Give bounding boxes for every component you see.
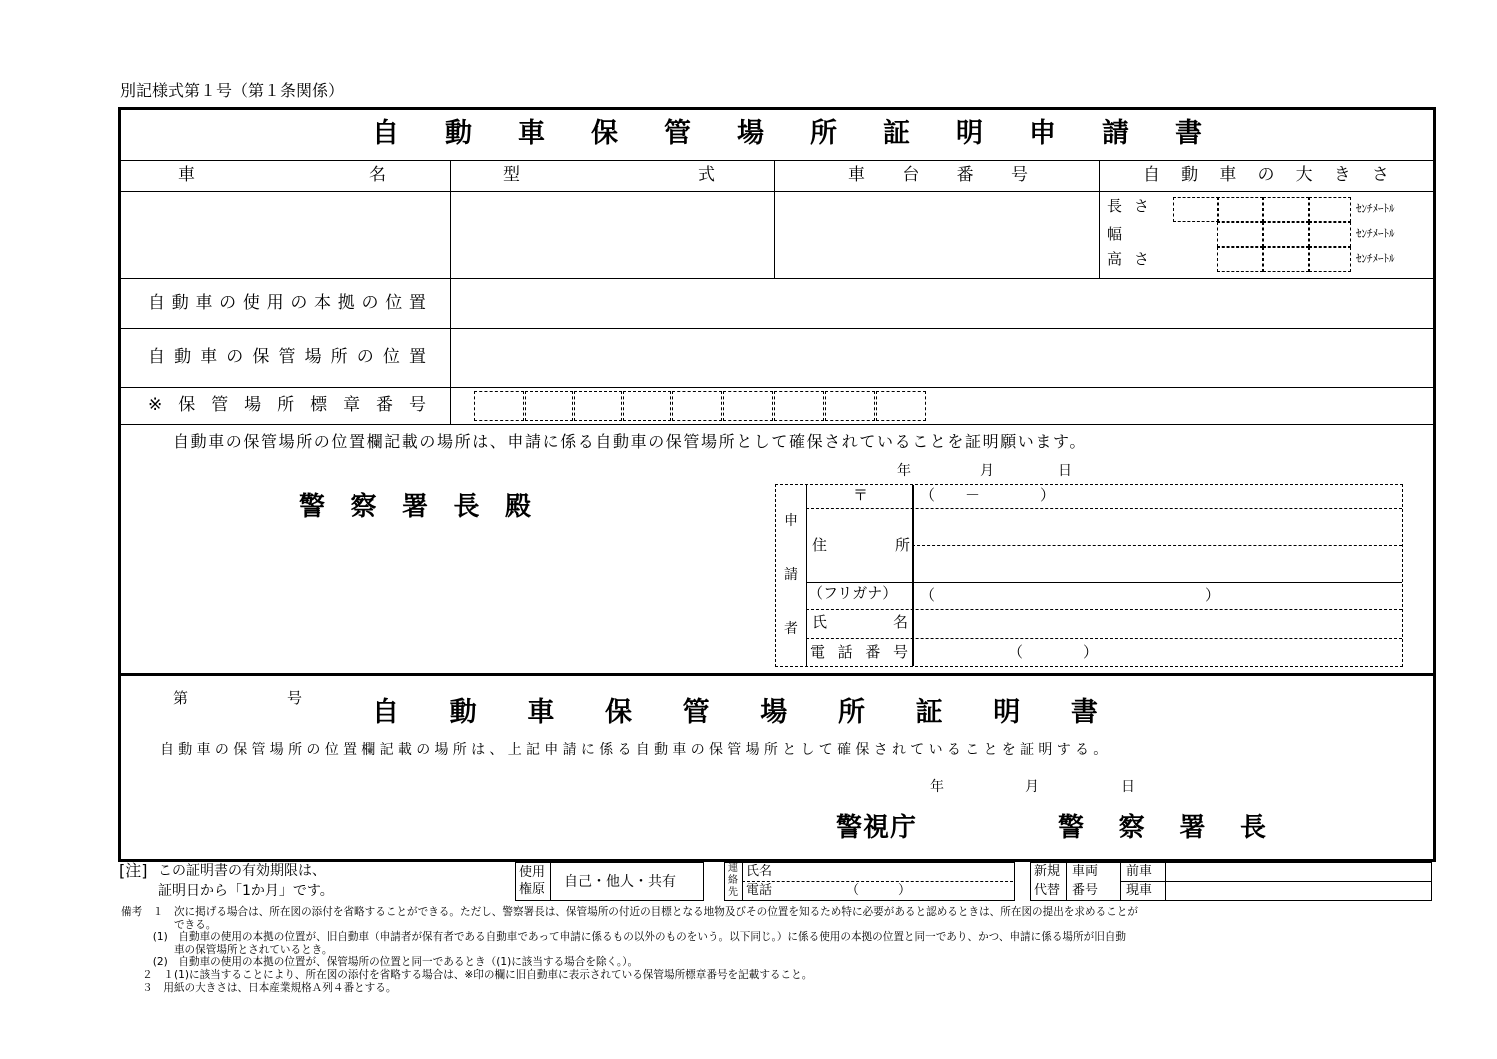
storage-location-label-char: の [226, 347, 244, 367]
addressee-char: 署 [401, 492, 428, 522]
phone-label-char: 番 [865, 643, 881, 661]
sticker-digit-box[interactable] [876, 391, 926, 421]
request-text: 自動車の保管場所の位置欄記載の場所は、申請に係る自動車の保管場所として確保されていることを証明願います。 [173, 432, 1087, 451]
sticker-digit-box[interactable] [723, 391, 773, 421]
header-vehicle-size-char: き [1333, 165, 1351, 185]
vehicle-number-label: 番号 [1072, 883, 1099, 898]
width-unit: ｾﾝﾁﾒｰﾄﾙ [1356, 227, 1395, 240]
base-location-label [148, 295, 426, 312]
divider [550, 862, 551, 900]
base-location-label-char: 動 [171, 293, 189, 313]
certificate-date-day: 日 [1121, 779, 1135, 795]
header-vehicle-size-char: 車 [1219, 165, 1237, 185]
certificate-title-char: 場 [760, 697, 788, 728]
address-field[interactable] [914, 510, 1400, 581]
base-location-label-char: の [290, 293, 308, 313]
divider [742, 881, 1013, 882]
application-title-char: 場 [737, 118, 764, 149]
sticker-number-label-char: 章 [343, 395, 361, 415]
issuer-title-char: 察 [1118, 813, 1145, 843]
base-location-label-char: 用 [266, 293, 284, 313]
usage-right-options[interactable]: 自己・他人・共有 [564, 874, 676, 890]
width-digit-box[interactable] [1309, 222, 1351, 247]
sticker-number-label-char: 番 [376, 395, 394, 415]
storage-location-label-char: 場 [304, 347, 322, 367]
base-location-label-char: 拠 [337, 293, 355, 313]
certificate-title-char: 動 [449, 697, 477, 728]
size-width-label: 幅 [1107, 225, 1123, 243]
certificate-title-char: 証 [915, 697, 943, 728]
storage-location-field[interactable] [452, 330, 1430, 386]
height-unit: ｾﾝﾁﾒｰﾄﾙ [1356, 252, 1395, 265]
application-title-char: 書 [1175, 118, 1202, 149]
header-vehicle-size-char: の [1257, 165, 1275, 185]
height-digit-box[interactable] [1263, 247, 1309, 272]
base-location-label-char: 置 [408, 293, 426, 313]
issuer-title-char: 署 [1179, 813, 1206, 843]
application-date-field[interactable] [830, 460, 1090, 480]
certificate-title-char: 車 [527, 697, 555, 728]
divider [121, 160, 1433, 161]
sticker-digit-box[interactable] [672, 391, 722, 421]
certificate-number-prefix: 第 [173, 689, 189, 707]
issuer-title-char: 警 [1058, 813, 1085, 843]
size-height-label: 高さ [1107, 250, 1162, 268]
header-vehicle-size-char: 自 [1143, 165, 1160, 185]
certificate-title [372, 699, 1098, 726]
remark-line: (1) 自動車の使用の本拠の位置が、旧自動車（申請者が保有者である自動車であって申請に係るもの以外のものをいう。以下同じ。）に係る使用の本拠の位置と同一であり、かつ、申請に係る場所が旧自動 [121, 931, 1126, 944]
phone-label [810, 645, 908, 660]
header-chassis-number-char: 番 [956, 165, 974, 185]
sticker-digit-box[interactable] [623, 391, 671, 421]
applicant-side-label: 者 [784, 621, 798, 637]
divider [806, 508, 1402, 509]
divider [774, 160, 775, 278]
remark-line: 備考 １ 次に掲げる場合は、所在図の添付を省略することができる。ただし、警察署長は、保管場所の付近の目標となる地物及びその位置を知るため特に必要があると認めるときは、所在図の提出を求めることが [121, 906, 1138, 918]
furigana-field[interactable]: （ ） [920, 586, 1221, 604]
addressee [299, 494, 531, 520]
application-title-char: 請 [1102, 118, 1129, 149]
certificate-date-month: 月 [1025, 779, 1039, 795]
header-chassis-number-char: 号 [1010, 165, 1028, 185]
base-location-label-char: 本 [314, 293, 332, 313]
storage-location-label-char: 自 [148, 347, 165, 367]
sticker-number-label-char: 所 [277, 395, 295, 415]
phone-label-char: 号 [892, 643, 908, 661]
address-label-char: 住 [812, 536, 828, 554]
application-title-char: 自 [372, 118, 399, 149]
current-car-label: 現車 [1126, 883, 1153, 898]
sticker-number-label [148, 397, 426, 414]
sticker-digit-box[interactable] [825, 391, 875, 421]
certificate-title-char: 管 [682, 697, 710, 728]
remark-line: ２ １(1)に該当することにより、所在図の添付を省略する場合は、※印の欄に旧自動車に表示されている保管場所標章番号を記載すること。 [121, 968, 813, 981]
header-chassis-number [848, 167, 1028, 184]
application-title-char: 動 [445, 118, 472, 149]
divider [121, 328, 1433, 329]
certificate-date-year: 年 [930, 779, 944, 795]
application-date-day: 日 [1058, 463, 1072, 479]
form-number: 別記様式第１号（第１条関係） [120, 81, 345, 100]
remark-line: (2) 自動車の使用の本拠の位置が、保管場所の位置と同一であるとき（(1)に該当する場合を除く。）。 [121, 956, 639, 969]
phone-label-char: 話 [837, 643, 853, 661]
name-label [812, 615, 908, 630]
header-chassis-number-char: 台 [902, 165, 920, 185]
application-title-char: 車 [518, 118, 545, 149]
phone-field[interactable]: （ ） [1008, 643, 1099, 661]
base-location-label-char: 自 [148, 293, 165, 313]
addressee-char: 殿 [504, 492, 531, 522]
length-unit: ｾﾝﾁﾒｰﾄﾙ [1356, 202, 1395, 215]
note-line: 証明日から「1か月」です。 [158, 883, 334, 899]
base-location-label-char: 車 [195, 293, 213, 313]
applicant-side-label: 申 [784, 513, 798, 529]
certificate-title-char: 書 [1070, 697, 1098, 728]
header-model: 型 式 [503, 165, 715, 185]
contact-name-label: 氏名 [746, 864, 773, 879]
previous-car-label: 前車 [1126, 864, 1153, 879]
address-label [812, 538, 910, 553]
contact-phone-label: 電話 [746, 883, 773, 898]
height-digit-box[interactable] [1309, 247, 1351, 272]
width-digit-box[interactable] [1217, 222, 1263, 247]
name-label-char: 名 [892, 613, 908, 631]
furigana-label: （フリガナ） [808, 584, 898, 602]
sticker-number-label-char: 標 [310, 395, 328, 415]
section-divider [118, 673, 1436, 676]
divider [1120, 881, 1431, 882]
base-location-label-char: 位 [385, 293, 403, 313]
divider [806, 609, 1402, 610]
note-mark: [注] [119, 861, 148, 880]
type-label: 新規 [1034, 864, 1061, 879]
application-date-month: 月 [980, 463, 994, 479]
storage-location-label-char: 動 [174, 347, 192, 367]
issuer-agency: 警視庁 [836, 813, 918, 843]
certificate-title-char: 明 [993, 697, 1021, 728]
length-digit-box[interactable] [1309, 197, 1351, 222]
application-title-char: 申 [1029, 118, 1056, 149]
size-length-label: 長さ [1107, 197, 1162, 215]
sticker-number-label-char: 保 [178, 395, 196, 415]
sticker-number-label-char: 管 [211, 395, 229, 415]
base-location-field[interactable] [452, 280, 1430, 327]
header-vehicle-size [1143, 167, 1389, 184]
sticker-digit-box[interactable] [525, 391, 573, 421]
certificate-title-char: 自 [372, 697, 399, 728]
divider [121, 191, 1433, 192]
phone-label-char: 電 [810, 643, 826, 661]
header-car-name: 車 名 [178, 165, 386, 185]
issuer-title [1058, 815, 1266, 841]
certificate-text: 自動車の保管場所の位置欄記載の場所は、上記申請に係る自動車の保管場所として確保されていることを証明する。 [160, 742, 1112, 758]
base-location-label-char: 使 [242, 293, 260, 313]
sticker-number-label-char: 号 [409, 395, 426, 415]
header-vehicle-size-char: 大 [1295, 165, 1313, 185]
remark-line: できる。 [121, 918, 217, 931]
application-title [372, 120, 1202, 147]
divider [121, 278, 1433, 279]
divider [806, 638, 1402, 639]
base-location-label-char: の [361, 293, 379, 313]
header-vehicle-size-char: さ [1371, 165, 1389, 185]
length-digit-box[interactable] [1173, 197, 1219, 222]
postal-code-field[interactable]: （ － ） [920, 486, 1056, 504]
certificate-title-char: 所 [837, 697, 865, 728]
length-digit-box[interactable] [1217, 197, 1263, 222]
header-vehicle-size-char: 動 [1181, 165, 1199, 185]
note-line: この証明書の有効期限は、 [158, 863, 326, 879]
base-location-label-char: の [219, 293, 237, 313]
chassis-number-field[interactable] [776, 193, 1098, 277]
application-title-char: 管 [664, 118, 691, 149]
height-digit-box[interactable] [1217, 247, 1263, 272]
current-car-number-field[interactable] [1167, 883, 1429, 899]
divider [450, 160, 451, 425]
applicant-side-label: 請 [784, 567, 798, 583]
application-title-char: 明 [956, 118, 983, 149]
certificate-number-suffix: 号 [287, 689, 303, 707]
name-field[interactable] [914, 611, 1400, 637]
sticker-digit-box[interactable] [474, 391, 524, 421]
divider [121, 424, 1433, 425]
sticker-digit-box[interactable] [574, 391, 622, 421]
contact-label: 絡 [728, 875, 738, 886]
divider [806, 582, 1402, 583]
storage-location-label-char: 置 [408, 347, 426, 367]
header-chassis-number-char: 車 [848, 165, 865, 185]
storage-location-label-char: 位 [382, 347, 400, 367]
sticker-number-label-char: ※ [148, 395, 163, 415]
usage-right-label: 権原 [519, 882, 546, 897]
sticker-number-label-char: 場 [244, 395, 262, 415]
contact-label: 先 [728, 887, 738, 898]
sticker-digit-box[interactable] [774, 391, 824, 421]
remark-line: ３ 用紙の大きさは、日本産業規格Ａ列４番とする。 [121, 981, 397, 994]
type-label: 代替 [1034, 883, 1061, 898]
contact-label: 連 [728, 863, 738, 874]
divider [1099, 160, 1100, 278]
width-digit-box[interactable] [1263, 222, 1309, 247]
address-label-char: 所 [894, 536, 910, 554]
storage-location-label-char: 所 [330, 347, 348, 367]
storage-location-label-char: の [356, 347, 374, 367]
certificate-title-char: 保 [604, 697, 632, 728]
vehicle-number-label: 車両 [1072, 864, 1099, 879]
previous-car-number-field[interactable] [1167, 863, 1429, 880]
storage-location-label-char: 車 [200, 347, 218, 367]
application-title-char: 所 [810, 118, 837, 149]
storage-location-label-char: 管 [278, 347, 296, 367]
issuer-title-char: 長 [1239, 813, 1266, 843]
addressee-char: 長 [453, 492, 480, 522]
addressee-char: 察 [350, 492, 377, 522]
application-title-char: 証 [883, 118, 910, 149]
application-date-year: 年 [897, 463, 911, 479]
postal-mark: 〒 [853, 486, 869, 504]
storage-location-label [148, 349, 426, 366]
storage-location-label-char: 保 [252, 347, 270, 367]
name-label-char: 氏 [812, 613, 828, 631]
contact-phone-field[interactable]: （ ） [846, 883, 912, 898]
addressee-char: 警 [299, 492, 326, 522]
application-title-char: 保 [591, 118, 618, 149]
usage-right-label: 使用 [519, 865, 546, 880]
car-name-field[interactable] [123, 193, 448, 277]
remarks [121, 906, 1138, 994]
remark-line: 車の保管場所とされているとき。 [121, 943, 333, 956]
divider [1066, 862, 1067, 900]
length-digit-box[interactable] [1263, 197, 1309, 222]
divider [121, 387, 1433, 388]
model-field[interactable] [452, 193, 772, 277]
